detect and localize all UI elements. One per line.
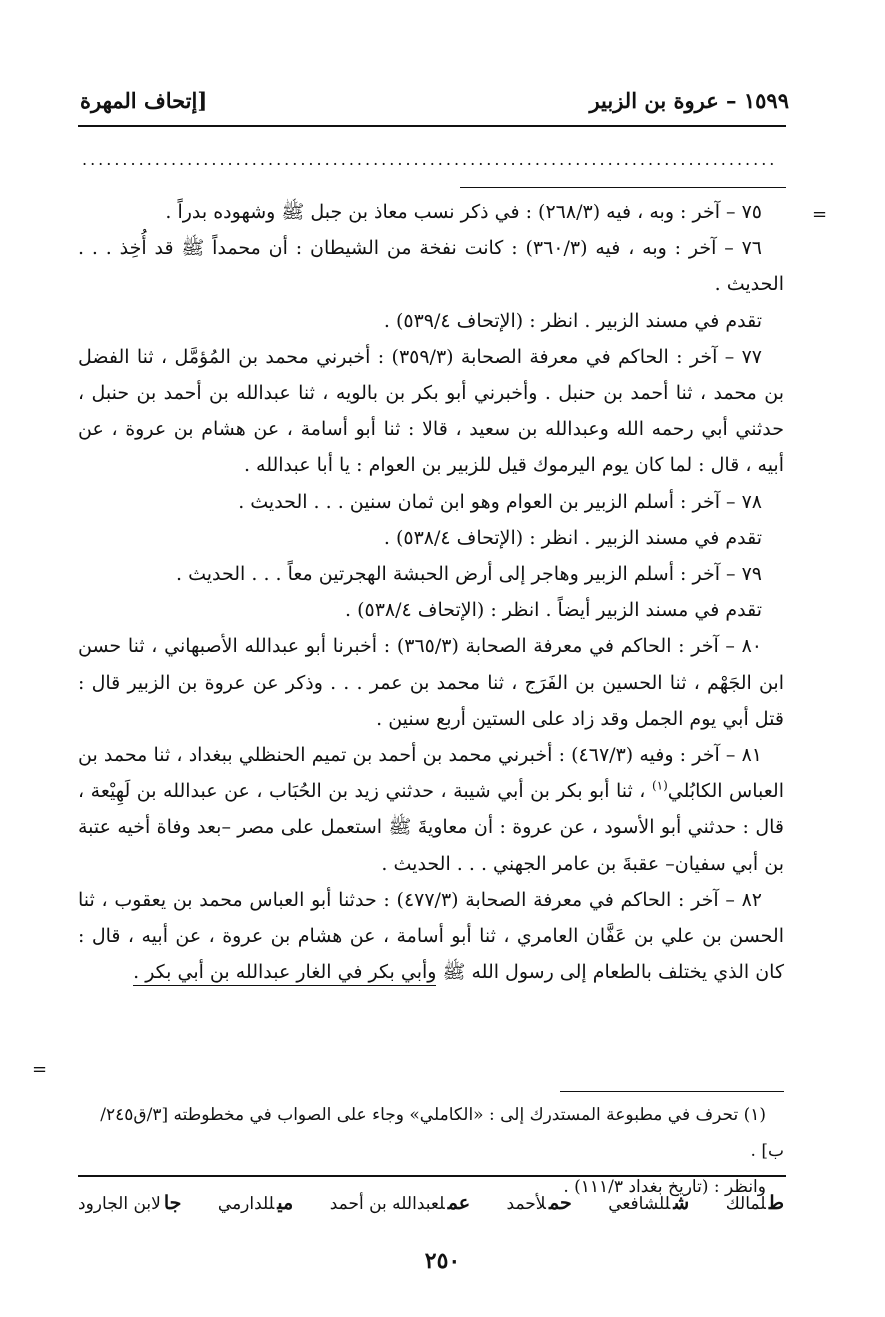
entry-79: ٧٩ – آخر : أسلم الزبير وهاجر إلى أرض الحبشة الهجرتين معاً . . . الحديث . xyxy=(176,563,762,586)
abbreviation-item xyxy=(78,1188,181,1219)
abbreviation-item xyxy=(726,1188,784,1219)
entry-76-note: تقدم في مسند الزبير . انظر : (الإتحاف ٥٣٩/٤) . xyxy=(383,309,762,332)
abbreviation-item xyxy=(330,1188,470,1219)
entry-78: ٧٨ – آخر : أسلم الزبير بن العوام وهو ابن ثمان سنين . . . الحديث . xyxy=(238,490,762,513)
entry-82-underlined-text: وأبي بكر في الغار عبدالله بن أبي بكر . xyxy=(133,961,436,986)
entry-76: ٧٦ – آخر : وبه ، فيه (٣٦٠/٣) : كانت نفخة من الشيطان : أن محمداً ﷺ قد أُخِذ . . . الحديث . xyxy=(78,237,784,296)
abbreviation-key xyxy=(78,1188,784,1219)
abbreviation-code: ش xyxy=(673,1192,690,1214)
entry-81-text-b: ، ثنا أبو بكر بن أبي شيبة ، حدثني زيد بن الحُبَاب ، عن عبدالله بن لَهِيْعة ، قال : حدثني أبو الأسود ، عن عروة : أن معاويةَ ﷺ استعمل على مصر –بعد وفاة أخيه عتبة بن أبي سفيان– عقبةَ بن عامر الجهني . . . الحديث . xyxy=(78,780,784,875)
entry-77: ٧٧ – آخر : الحاكم في معرفة الصحابة (٣٥٩/٣) : أخبرني محمد بن المُؤمَّل ، ثنا الفضل بن محمد ، ثنا أحمد بن حنبل . وأخبرني أبو بكر بن بالويه ، ثنا عبدالله بن أحمد بن حنبل ، حدثني أبي رحمه الله وعبدالله بن سعيد ، قالا : ثنا أبو أسامة ، عن هشام بن عروة ، عن أبيه ، قال : لما كان يوم اليرموك قيل للزبير بن العوام : يا أبا عبدالله . xyxy=(78,345,784,477)
header-rule xyxy=(78,125,786,127)
abbreviation-item xyxy=(218,1188,293,1219)
abbreviation-label: لابن الجارود xyxy=(78,1194,161,1214)
abbreviation-label: لعبدالله بن أحمد xyxy=(329,1194,445,1214)
entry-79-note: تقدم في مسند الزبير أيضاً . انظر : (الإتحاف ٥٣٨/٤) . xyxy=(344,599,762,622)
footnote-1-continued: وانظر : (تاريخ بغداد ١١١/٣) . xyxy=(563,1177,766,1197)
margin-mark-top: = xyxy=(812,204,828,225)
section-rule xyxy=(460,187,786,188)
abbreviation-code: ط xyxy=(768,1192,784,1214)
entry-82-text: ٨٢ – آخر : الحاكم في معرفة الصحابة (٤٧٧/٣) : حدثنا أبو العباس محمد بن يعقوب ، ثنا الحسن بن علي بن عَفَّان العامري ، ثنا أبو أسامة ، عن هشام بن عروة ، عن أبيه ، قال : كان الذي يختلف بالطعام إلى رسول الله ﷺ xyxy=(78,888,784,984)
abbreviation-item xyxy=(608,1188,689,1219)
footnote-marker: (١) xyxy=(651,778,668,793)
entry-78-note: تقدم في مسند الزبير . انظر : (الإتحاف ٥٣٨/٤) . xyxy=(383,526,762,549)
entry-81-text-a: ٨١ – آخر : وفيه (٤٦٧/٣) : أخبرني محمد بن أحمد بن تميم الحنظلي ببغداد ، ثنا محمد بن العباس الكابُلي xyxy=(78,744,784,803)
entry-75: ٧٥ – آخر : وبه ، فيه (٢٦٨/٣) : في ذكر نسب معاذ بن جبل ﷺ وشهوده بدراً . xyxy=(165,201,762,223)
entry-82 xyxy=(78,882,784,991)
abbreviation-code: مي xyxy=(277,1192,294,1214)
footer-rule xyxy=(78,1175,786,1177)
abbreviation-label: لمالك xyxy=(725,1194,766,1214)
abbreviation-label: للدارمي xyxy=(217,1194,275,1214)
book-title: [إتحاف المهرة xyxy=(80,88,208,113)
margin-mark-bottom: = xyxy=(32,1059,48,1080)
entry-80: ٨٠ – آخر : الحاكم في معرفة الصحابة (٣٦٥/٣) : أخبرنا أبو عبدالله الأصبهاني ، ثنا حسن ابن الجَهْم ، ثنا الحسين بن الفَرَج ، ثنا محمد بن عمر . . . وذكر عن عروة بن الزبير قال : قتل أبي يوم الجمل وقد زاد على الستين أربع سنين . xyxy=(78,635,784,730)
abbreviation-code: حم xyxy=(548,1192,572,1214)
abbreviation-label: للشافعي xyxy=(608,1194,671,1214)
abbreviation-label: لأحمد xyxy=(506,1194,546,1214)
footnote-1: (١) تحرف في مطبوعة المستدرك إلى : «الكاملي» وجاء على الصواب في مخطوطته [٣/ق٢٤٥/ب] . xyxy=(100,1105,784,1161)
entry-81 xyxy=(78,737,784,882)
main-text xyxy=(78,194,784,990)
abbreviation-code: عم xyxy=(447,1192,471,1214)
chapter-title: ١٥٩٩ – عروة بن الزبير xyxy=(589,88,789,113)
abbreviation-item xyxy=(507,1188,572,1219)
page-number: ٢٥٠ xyxy=(424,1248,461,1274)
abbreviation-code: جا xyxy=(163,1192,182,1214)
footnote-rule xyxy=(560,1091,784,1092)
separator-dots: ...................................................................................... xyxy=(82,152,778,168)
